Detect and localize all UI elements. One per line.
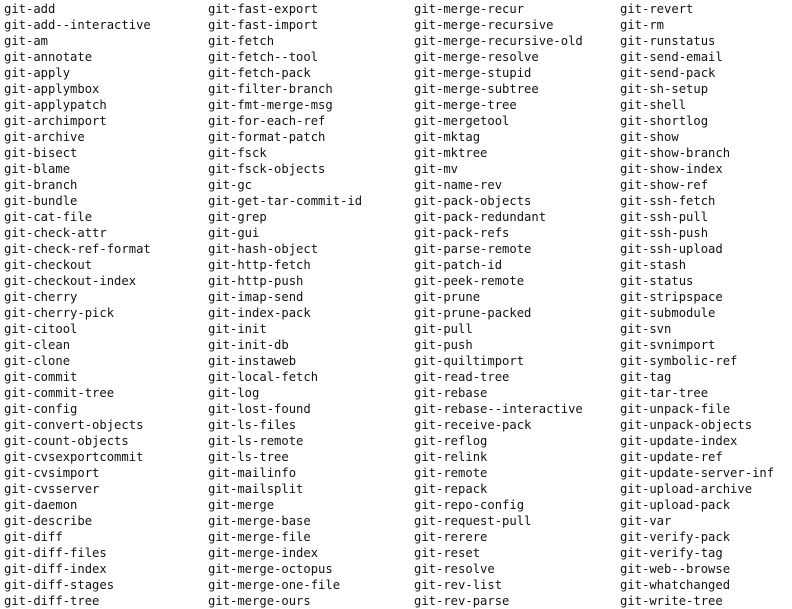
- command-item: git-convert-objects: [4, 418, 144, 432]
- command-item: git-sh-setup: [620, 82, 709, 96]
- command-item: git-merge-resolve: [414, 50, 539, 64]
- command-item: git-unpack-file: [620, 402, 731, 416]
- command-item: git-merge-recursive: [414, 18, 554, 32]
- command-item: git-send-pack: [620, 66, 716, 80]
- command-item: git-verify-pack: [620, 530, 731, 544]
- command-item: git-clone: [4, 354, 71, 368]
- command-item: git-cat-file: [4, 210, 93, 224]
- command-item: git-clean: [4, 338, 71, 352]
- command-item: git-fetch: [208, 34, 275, 48]
- command-item: git-tag: [620, 370, 672, 384]
- command-item: git-rebase: [414, 386, 488, 400]
- command-item: git-mailinfo: [208, 466, 297, 480]
- command-item: git-update-ref: [620, 450, 723, 464]
- command-item: git-commit: [4, 370, 78, 384]
- command-item: git-http-push: [208, 274, 304, 288]
- command-item: git-merge-ours: [208, 594, 311, 608]
- command-item: git-config: [4, 402, 78, 416]
- command-item: git-diff-index: [4, 562, 107, 576]
- command-item: git-ssh-upload: [620, 242, 723, 256]
- command-item: git-rebase--interactive: [414, 402, 583, 416]
- command-item: git-update-server-inf: [620, 466, 775, 480]
- command-item: git-repo-config: [414, 498, 525, 512]
- command-item: git-update-index: [620, 434, 738, 448]
- command-column-4: [620, 1, 774, 609]
- command-item: git-shell: [620, 98, 687, 112]
- command-item: git-mergetool: [414, 114, 510, 128]
- command-item: git-cherry-pick: [4, 306, 115, 320]
- command-item: git-prune: [414, 290, 481, 304]
- command-item: git-fsck-objects: [208, 162, 326, 176]
- command-item: git-gc: [208, 178, 253, 192]
- command-item: git-upload-archive: [620, 482, 753, 496]
- command-item: git-svn: [620, 322, 672, 336]
- command-item: git-pack-objects: [414, 194, 532, 208]
- command-item: git-pack-redundant: [414, 210, 547, 224]
- command-item: git-revert: [620, 2, 694, 16]
- command-item: git-apply: [4, 66, 71, 80]
- command-item: git-upload-pack: [620, 498, 731, 512]
- command-item: git-merge-stupid: [414, 66, 532, 80]
- command-item: git-submodule: [620, 306, 716, 320]
- command-item: git-format-patch: [208, 130, 326, 144]
- command-item: git-show-branch: [620, 146, 731, 160]
- command-item: git-relink: [414, 450, 488, 464]
- command-item: git-mv: [414, 162, 459, 176]
- command-item: git-pull: [414, 322, 473, 336]
- command-item: git-archive: [4, 130, 85, 144]
- command-item: git-mktree: [414, 146, 488, 160]
- command-item: git-ssh-push: [620, 226, 709, 240]
- command-item: git-bisect: [4, 146, 78, 160]
- command-item: git-rerere: [414, 530, 488, 544]
- command-item: git-grep: [208, 210, 267, 224]
- command-column-1: [4, 1, 151, 609]
- command-item: git-filter-branch: [208, 82, 333, 96]
- command-item: git-applypatch: [4, 98, 107, 112]
- command-item: git-cvsserver: [4, 482, 100, 496]
- command-item: git-symbolic-ref: [620, 354, 738, 368]
- command-item: git-var: [620, 514, 672, 528]
- command-item: git-gui: [208, 226, 260, 240]
- command-item: git-get-tar-commit-id: [208, 194, 363, 208]
- command-item: git-rev-parse: [414, 594, 510, 608]
- command-item: git-write-tree: [620, 594, 723, 608]
- command-item: git-http-fetch: [208, 258, 311, 272]
- command-item: git-patch-id: [414, 258, 503, 272]
- command-item: git-unpack-objects: [620, 418, 753, 432]
- command-item: git-resolve: [414, 562, 495, 576]
- command-item: git-daemon: [4, 498, 78, 512]
- command-item: git-checkout-index: [4, 274, 137, 288]
- command-item: git-blame: [4, 162, 71, 176]
- command-item: git-cvsexportcommit: [4, 450, 144, 464]
- command-item: git-read-tree: [414, 370, 510, 384]
- command-item: git-init-db: [208, 338, 289, 352]
- command-item: git-reflog: [414, 434, 488, 448]
- command-item: git-branch: [4, 178, 78, 192]
- command-item: git-tar-tree: [620, 386, 709, 400]
- command-item: git-whatchanged: [620, 578, 731, 592]
- command-item: git-diff-stages: [4, 578, 115, 592]
- command-item: git-stash: [620, 258, 687, 272]
- command-item: git-cherry: [4, 290, 78, 304]
- command-item: git-push: [414, 338, 473, 352]
- command-item: git-merge-one-file: [208, 578, 341, 592]
- command-item: git-describe: [4, 514, 93, 528]
- command-item: git-rev-list: [414, 578, 503, 592]
- command-item: git-merge-file: [208, 530, 311, 544]
- command-item: git-runstatus: [620, 34, 716, 48]
- command-item: git-web--browse: [620, 562, 731, 576]
- command-item: git-status: [620, 274, 694, 288]
- command-item: git-init: [208, 322, 267, 336]
- command-item: git-show-index: [620, 162, 723, 176]
- command-item: git-hash-object: [208, 242, 319, 256]
- command-item: git-fast-import: [208, 18, 319, 32]
- command-item: git-show-ref: [620, 178, 709, 192]
- command-item: git-mktag: [414, 130, 481, 144]
- command-item: git-ssh-pull: [620, 210, 709, 224]
- command-item: git-local-fetch: [208, 370, 319, 384]
- command-item: git-merge-base: [208, 514, 311, 528]
- command-item: git-bundle: [4, 194, 78, 208]
- command-item: git-fsck: [208, 146, 267, 160]
- command-item: git-lost-found: [208, 402, 311, 416]
- command-item: git-diff-files: [4, 546, 107, 560]
- command-item: git-check-attr: [4, 226, 107, 240]
- command-item: git-rm: [620, 18, 665, 32]
- command-item: git-instaweb: [208, 354, 297, 368]
- command-item: git-merge: [208, 498, 275, 512]
- command-item: git-add: [4, 2, 56, 16]
- command-item: git-stripspace: [620, 290, 723, 304]
- command-item: git-quiltimport: [414, 354, 525, 368]
- command-item: git-am: [4, 34, 49, 48]
- command-item: git-diff: [4, 530, 63, 544]
- command-item: git-request-pull: [414, 514, 532, 528]
- command-item: git-fmt-merge-msg: [208, 98, 333, 112]
- command-item: git-annotate: [4, 50, 93, 64]
- command-item: git-applymbox: [4, 82, 100, 96]
- command-item: git-ls-remote: [208, 434, 304, 448]
- command-item: git-log: [208, 386, 260, 400]
- command-item: git-commit-tree: [4, 386, 115, 400]
- command-item: git-shortlog: [620, 114, 709, 128]
- command-item: git-fast-export: [208, 2, 319, 16]
- command-item: git-for-each-ref: [208, 114, 326, 128]
- command-item: git-ls-files: [208, 418, 297, 432]
- command-item: git-receive-pack: [414, 418, 532, 432]
- command-item: git-remote: [414, 466, 488, 480]
- command-item: git-add--interactive: [4, 18, 151, 32]
- command-column-2: [208, 1, 362, 609]
- command-item: git-ls-tree: [208, 450, 289, 464]
- command-item: git-imap-send: [208, 290, 304, 304]
- command-item: git-cvsimport: [4, 466, 100, 480]
- command-item: git-merge-recur: [414, 2, 525, 16]
- command-item: git-pack-refs: [414, 226, 510, 240]
- command-item: git-merge-recursive-old: [414, 34, 583, 48]
- command-item: git-check-ref-format: [4, 242, 151, 256]
- command-column-3: [414, 1, 583, 609]
- command-item: git-show: [620, 130, 679, 144]
- command-item: git-mailsplit: [208, 482, 304, 496]
- command-item: git-index-pack: [208, 306, 311, 320]
- command-item: git-prune-packed: [414, 306, 532, 320]
- command-item: git-merge-subtree: [414, 82, 539, 96]
- command-item: git-merge-octopus: [208, 562, 333, 576]
- command-item: git-count-objects: [4, 434, 129, 448]
- command-item: git-merge-index: [208, 546, 319, 560]
- command-item: git-diff-tree: [4, 594, 100, 608]
- command-item: git-peek-remote: [414, 274, 525, 288]
- command-item: git-fetch-pack: [208, 66, 311, 80]
- command-item: git-verify-tag: [620, 546, 723, 560]
- command-item: git-svnimport: [620, 338, 716, 352]
- command-item: git-citool: [4, 322, 78, 336]
- command-item: git-parse-remote: [414, 242, 532, 256]
- command-item: git-merge-tree: [414, 98, 517, 112]
- command-item: git-reset: [414, 546, 481, 560]
- command-item: git-fetch--tool: [208, 50, 319, 64]
- command-item: git-send-email: [620, 50, 723, 64]
- command-item: git-name-rev: [414, 178, 503, 192]
- command-item: git-checkout: [4, 258, 93, 272]
- command-item: git-repack: [414, 482, 488, 496]
- command-item: git-archimport: [4, 114, 107, 128]
- command-item: git-ssh-fetch: [620, 194, 716, 208]
